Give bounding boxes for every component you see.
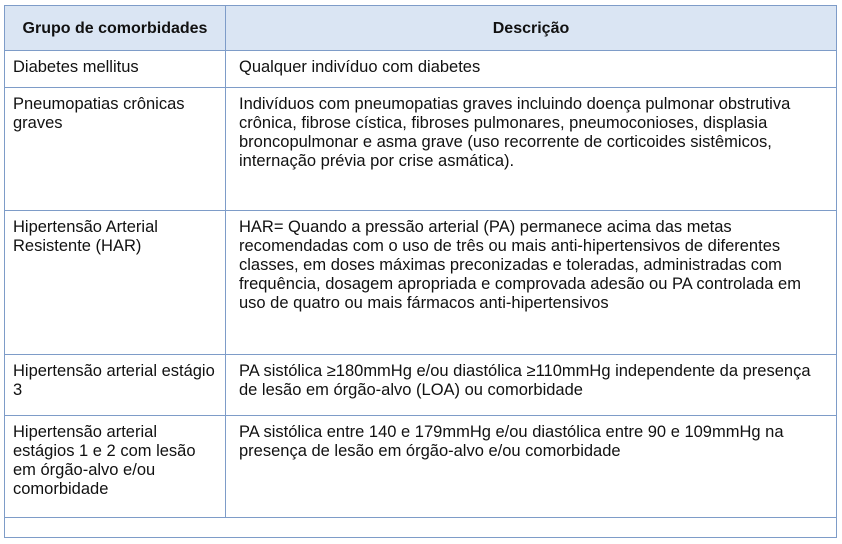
partial-row-cell xyxy=(5,518,837,538)
description-cell: Qualquer indivíduo com diabetes xyxy=(226,51,837,88)
group-cell: Hipertensão Arterial Resistente (HAR) xyxy=(5,211,226,355)
comorbidities-table xyxy=(4,5,837,538)
header-group: Grupo de comorbidades xyxy=(5,6,226,51)
description-cell: HAR= Quando a pressão arterial (PA) permanece acima das metas recomendadas com o uso de três ou mais anti-hipertensivos de diferentes classes, em doses máximas preconizadas e toleradas, administradas com frequência, dosagem apropriada e comprovada adesão ou PA controlada em uso de quatro ou mais fármacos anti-hipertensivos xyxy=(226,211,837,355)
group-cell: Hipertensão arterial estágio 3 xyxy=(5,355,226,416)
table-row xyxy=(5,416,837,518)
table-row-cut-off xyxy=(5,518,837,538)
table-header-row xyxy=(5,6,837,51)
description-cell: PA sistólica ≥180mmHg e/ou diastólica ≥110mmHg independente da presença de lesão em órgão-alvo (LOA) ou comorbidade xyxy=(226,355,837,416)
group-cell: Hipertensão arterial estágios 1 e 2 com lesão em órgão-alvo e/ou comorbidade xyxy=(5,416,226,518)
description-cell: PA sistólica entre 140 e 179mmHg e/ou diastólica entre 90 e 109mmHg na presença de lesão em órgão-alvo e/ou comorbidade xyxy=(226,416,837,518)
table-row xyxy=(5,211,837,355)
table-row xyxy=(5,88,837,211)
description-cell: Indivíduos com pneumopatias graves incluindo doença pulmonar obstrutiva crônica, fibrose cística, fibroses pulmonares, pneumoconioses, displasia broncopulmonar e asma grave (uso recorrente de corticoides sistêmicos, internação prévia por crise asmática). xyxy=(226,88,837,211)
table-row xyxy=(5,51,837,88)
group-cell: Pneumopatias crônicas graves xyxy=(5,88,226,211)
group-cell: Diabetes mellitus xyxy=(5,51,226,88)
table-row xyxy=(5,355,837,416)
header-description: Descrição xyxy=(226,6,837,51)
